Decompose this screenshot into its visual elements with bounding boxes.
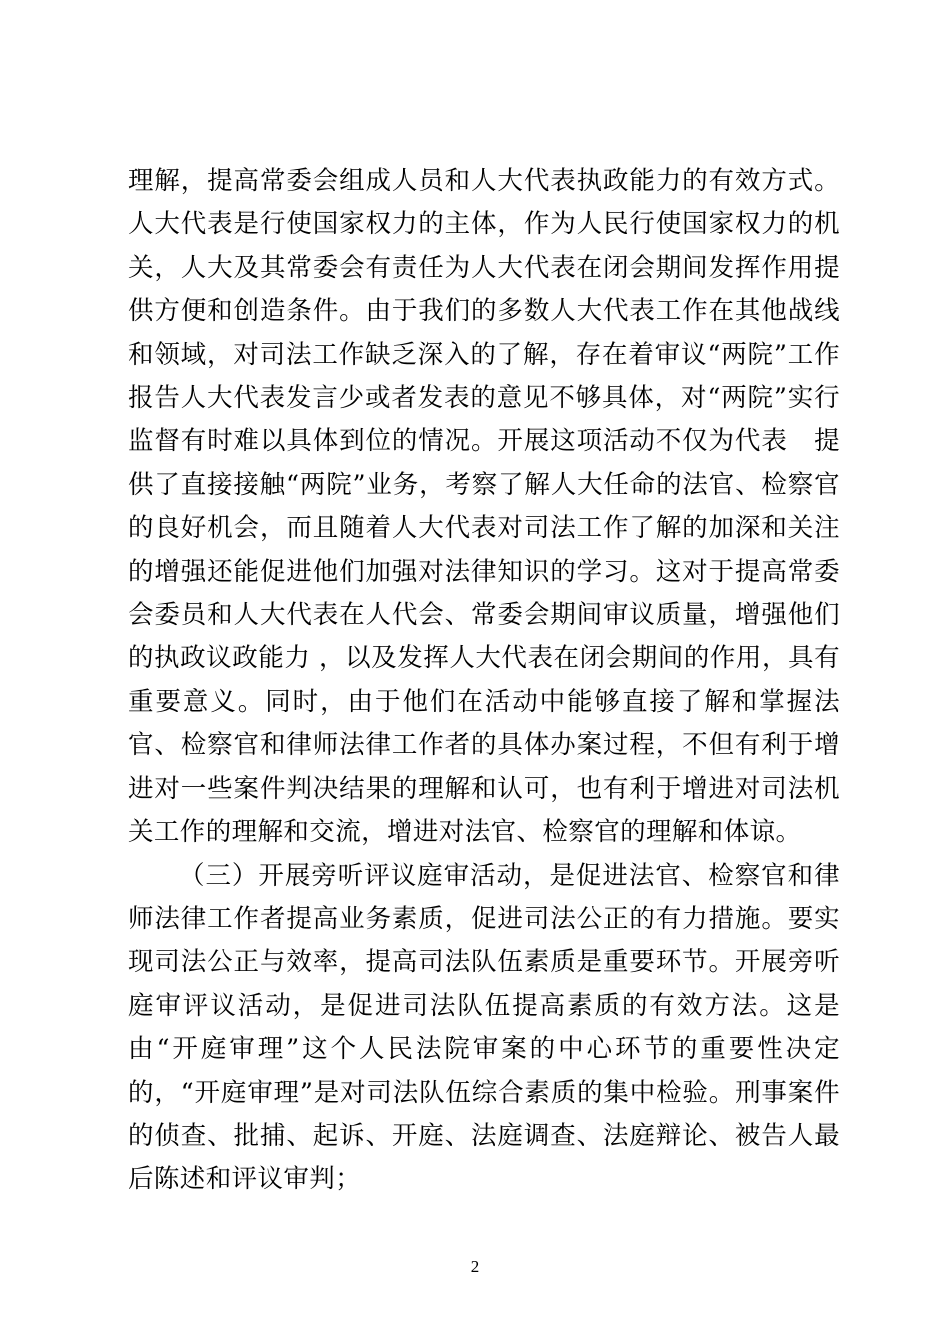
page-number: 2	[470, 1257, 480, 1276]
document-body	[128, 160, 840, 1202]
paragraph-1: 理解，提高常委会组成人员和人大代表执政能力的有效方式。人大代表是行使国家权力的主体，作为人民行使国家权力的机关，人大及其常委会有责任为人大代表在闭会期间发挥作用提供方便和创造条件。由于我们的多数人大代表工作在其他战线和领域，对司法工作缺乏深入的了解，存在着审议“两院”工作报告人大代表发言少或者发表的意见不够具体，对“两院”实行监督有时难以具体到位的情况。开展这项活动不仅为代表 提供了直接接触“两院”业务，考察了解人大任命的法官、检察官的良好机会，而且随着人大代表对司法工作了解的加深和关注的增强还能促进他们加强对法律知识的学习。这对于提高常委会委员和人大代表在人代会、常委会期间审议质量，增强他们的执政议政能力 ，以及发挥人大代表在闭会期间的作用，具有重要意义。同时，由于他们在活动中能够直接了解和掌握法官、检察官和律师法律工作者的具体办案过程，不但有利于增进对一些案件判决结果的理解和认可，也有利于增进对司法机关工作的理解和交流，增进对法官、检察官的理解和体谅。	[128, 166, 840, 848]
paragraph-2: （三）开展旁听评议庭审活动，是促进法官、检察官和律师法律工作者提高业务素质，促进司法公正的有力措施。要实现司法公正与效率，提高司法队伍素质是重要环节。开展旁听庭审评议活动，是促进司法队伍提高素质的有效方法。这是由“开庭审理”这个人民法院审案的中心环节的重要性决定的，“开庭审理”是对司法队伍综合素质的集中检验。刑事案件的侦查、批捕、起诉、开庭、法庭调查、法庭辩论、被告人最后陈述和评议审判；	[128, 860, 840, 1195]
